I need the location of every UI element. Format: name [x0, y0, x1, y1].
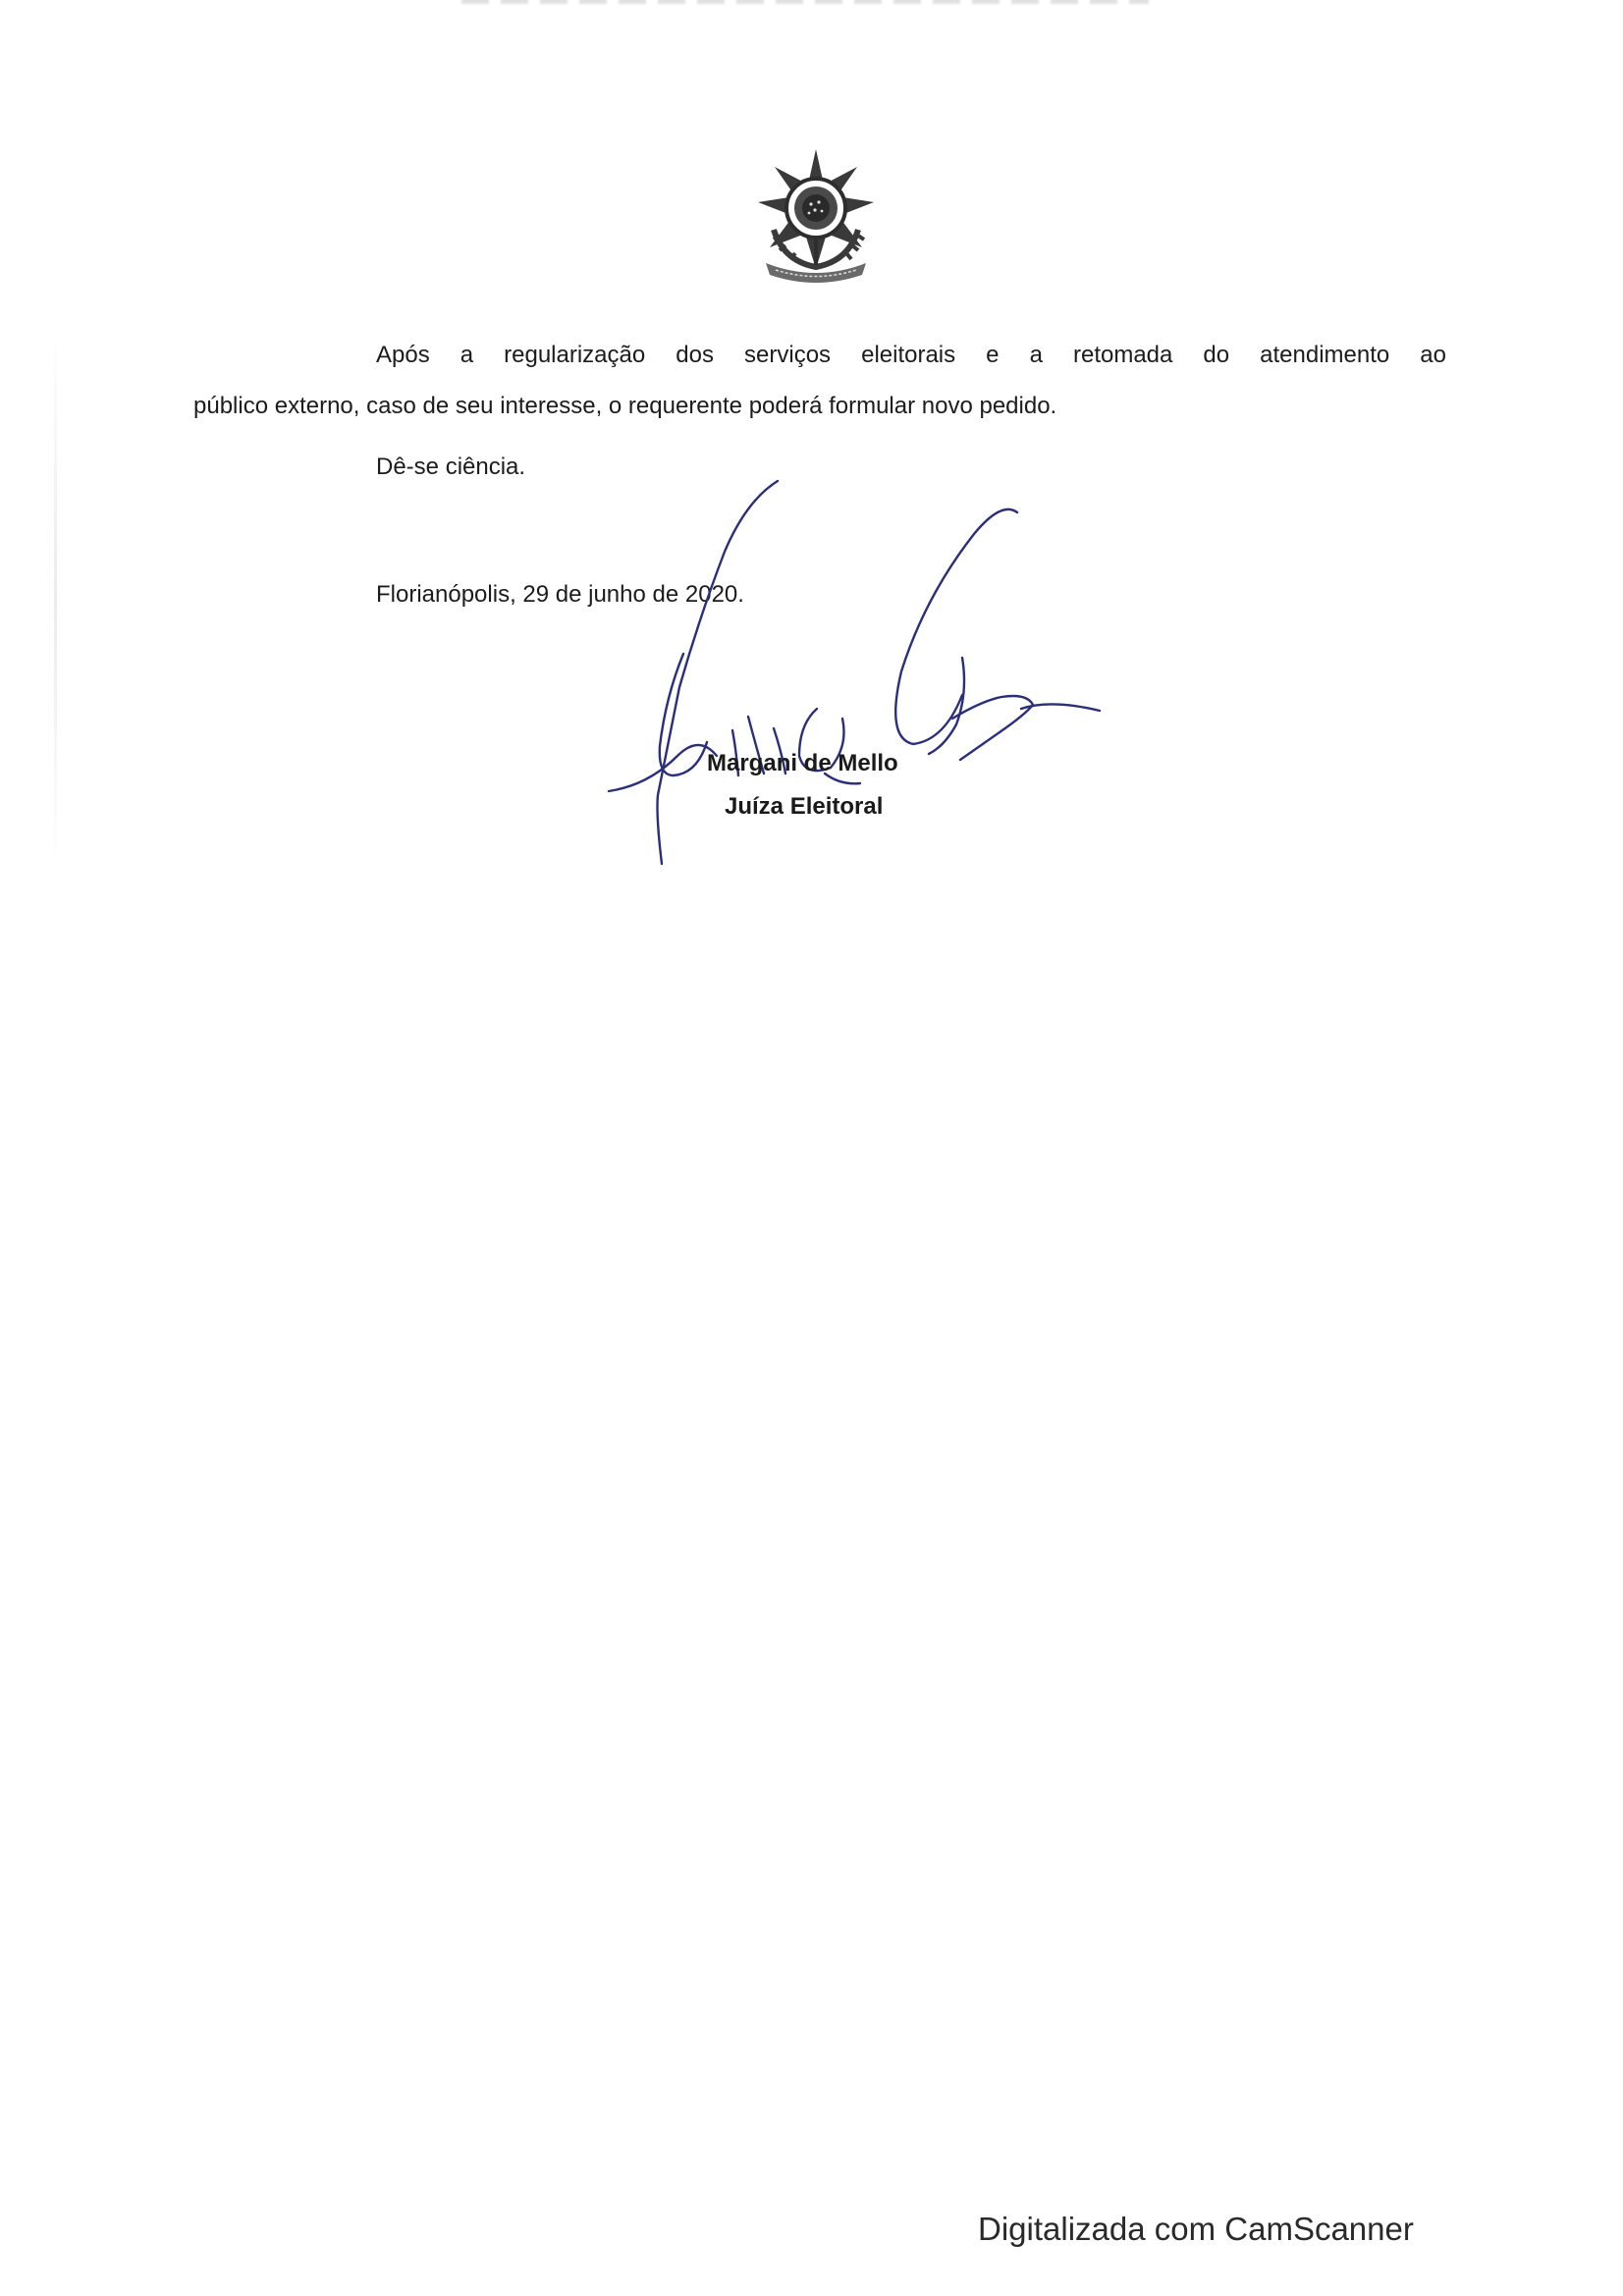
paragraph-1-line-2: público externo, caso de seu interesse, o requerente poderá formular novo pedido. — [193, 393, 1057, 419]
top-page-bleed — [461, 0, 1149, 4]
coat-of-arms-seal — [754, 145, 878, 285]
date-line: Florianópolis, 29 de junho de 2020. — [376, 581, 744, 608]
signatory-title: Juíza Eleitoral — [725, 793, 884, 820]
scan-edge-shadow — [54, 324, 57, 874]
signatory-name: Margani de Mello — [707, 750, 898, 776]
paragraph-notice: Dê-se ciência. — [376, 454, 526, 480]
paragraph-1-line-1: Após a regularização dos serviços eleitorais e a retomada do atendimento ao — [376, 342, 1446, 368]
scanner-watermark: Digitalizada com CamScanner — [978, 2211, 1414, 2247]
